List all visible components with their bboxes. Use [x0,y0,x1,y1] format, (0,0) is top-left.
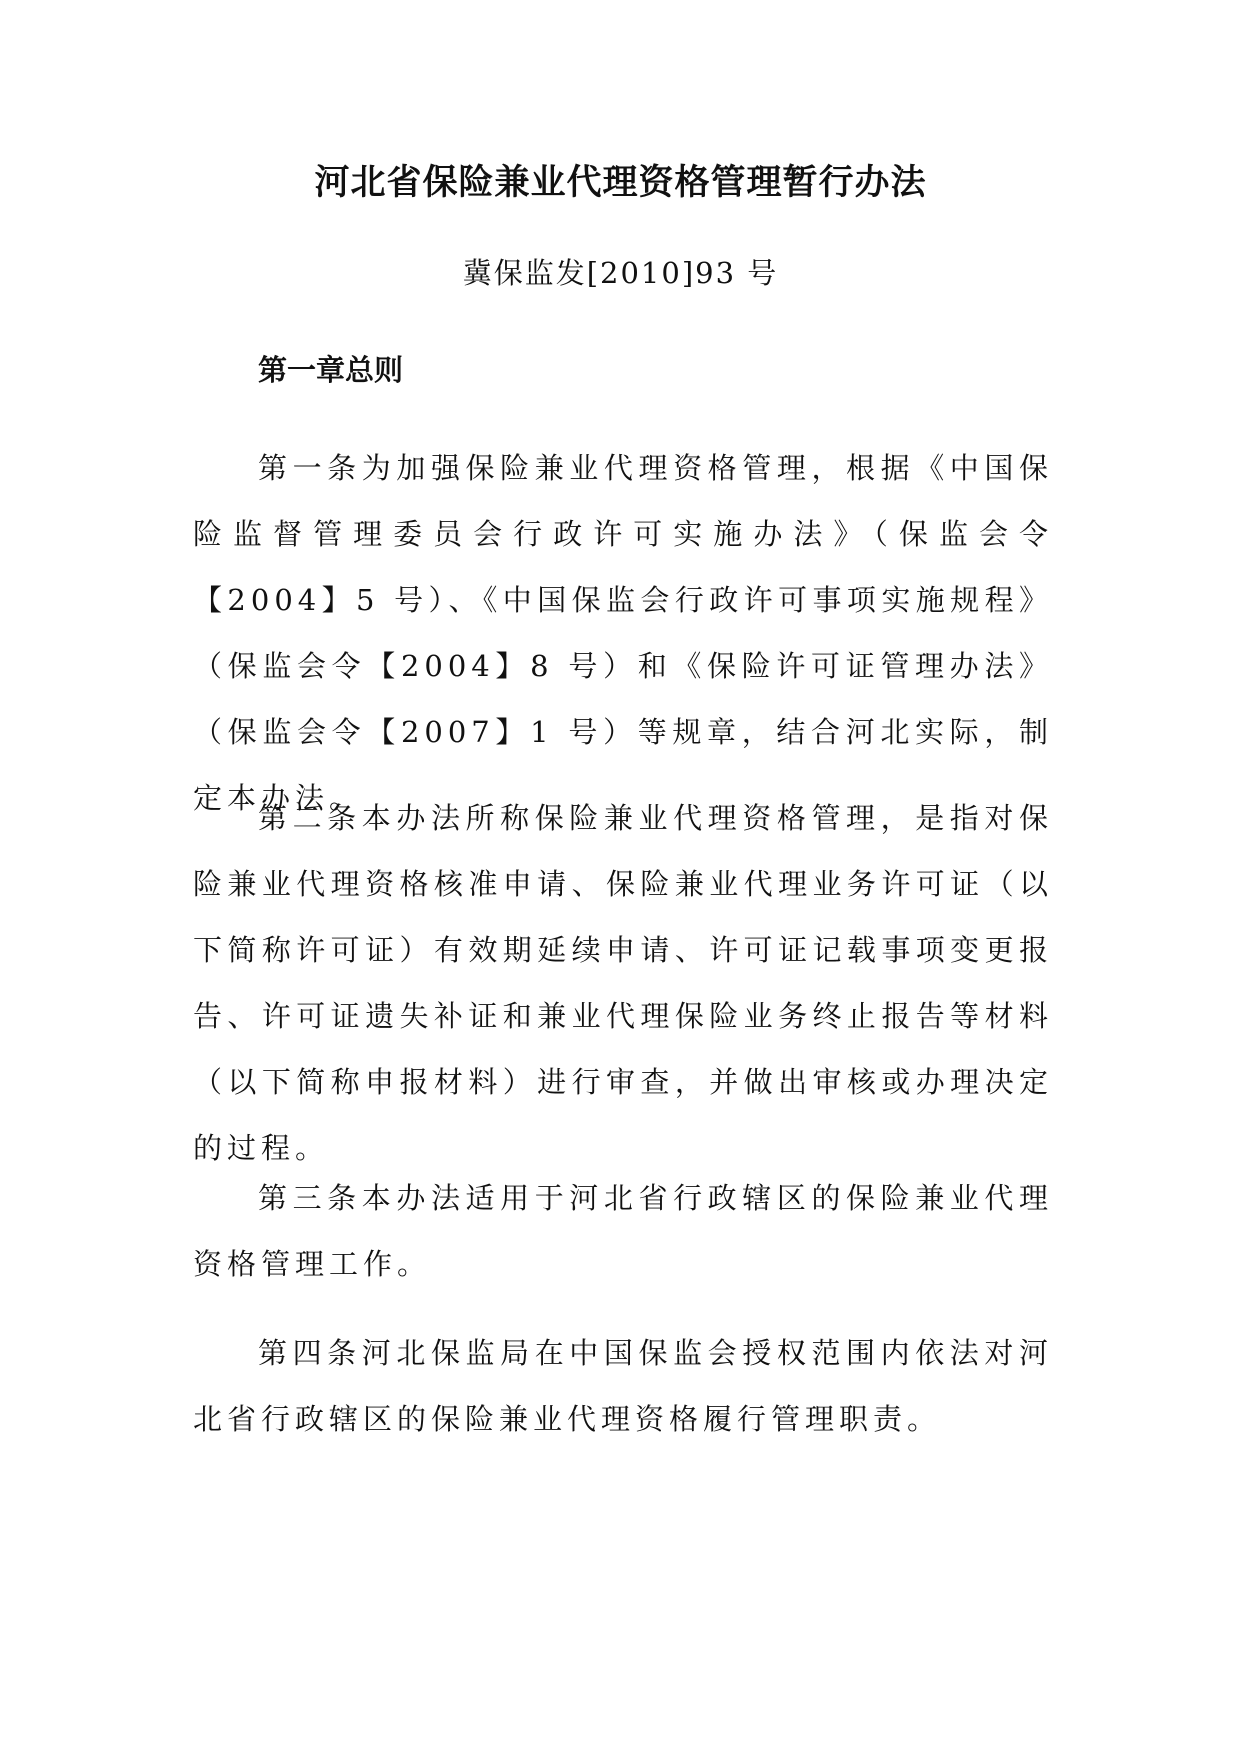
article-1: 第一条为加强保险兼业代理资格管理，根据《中国保险监督管理委员会行政许可实施办法》（保监会令【2004】5 号）、《中国保监会行政许可事项实施规程》（保监会令【2004】8 号）和《保险许可证管理办法》（保监会令【2007】1 号）等规章，结合河北实际，制定本办法。 [193,451,1053,815]
article-4: 第四条河北保监局在中国保监会授权范围内依法对河北省行政辖区的保险兼业代理资格履行管理职责。 [193,1336,1053,1436]
chapter-heading: 第一章总则 [258,353,404,387]
document-number: 冀保监发[2010]93 号 [462,256,779,290]
document-title: 河北省保险兼业代理资格管理暂行办法 [314,163,927,203]
article-3: 第三条本办法适用于河北省行政辖区的保险兼业代理资格管理工作。 [193,1181,1053,1281]
article-2: 第二条本办法所称保险兼业代理资格管理，是指对保险兼业代理资格核准申请、保险兼业代理业务许可证（以下简称许可证）有效期延续申请、许可证记载事项变更报告、许可证遗失补证和兼业代理保险业务终止报告等材料（以下简称申报材料）进行审查，并做出审核或办理决定的过程。 [193,801,1053,1165]
